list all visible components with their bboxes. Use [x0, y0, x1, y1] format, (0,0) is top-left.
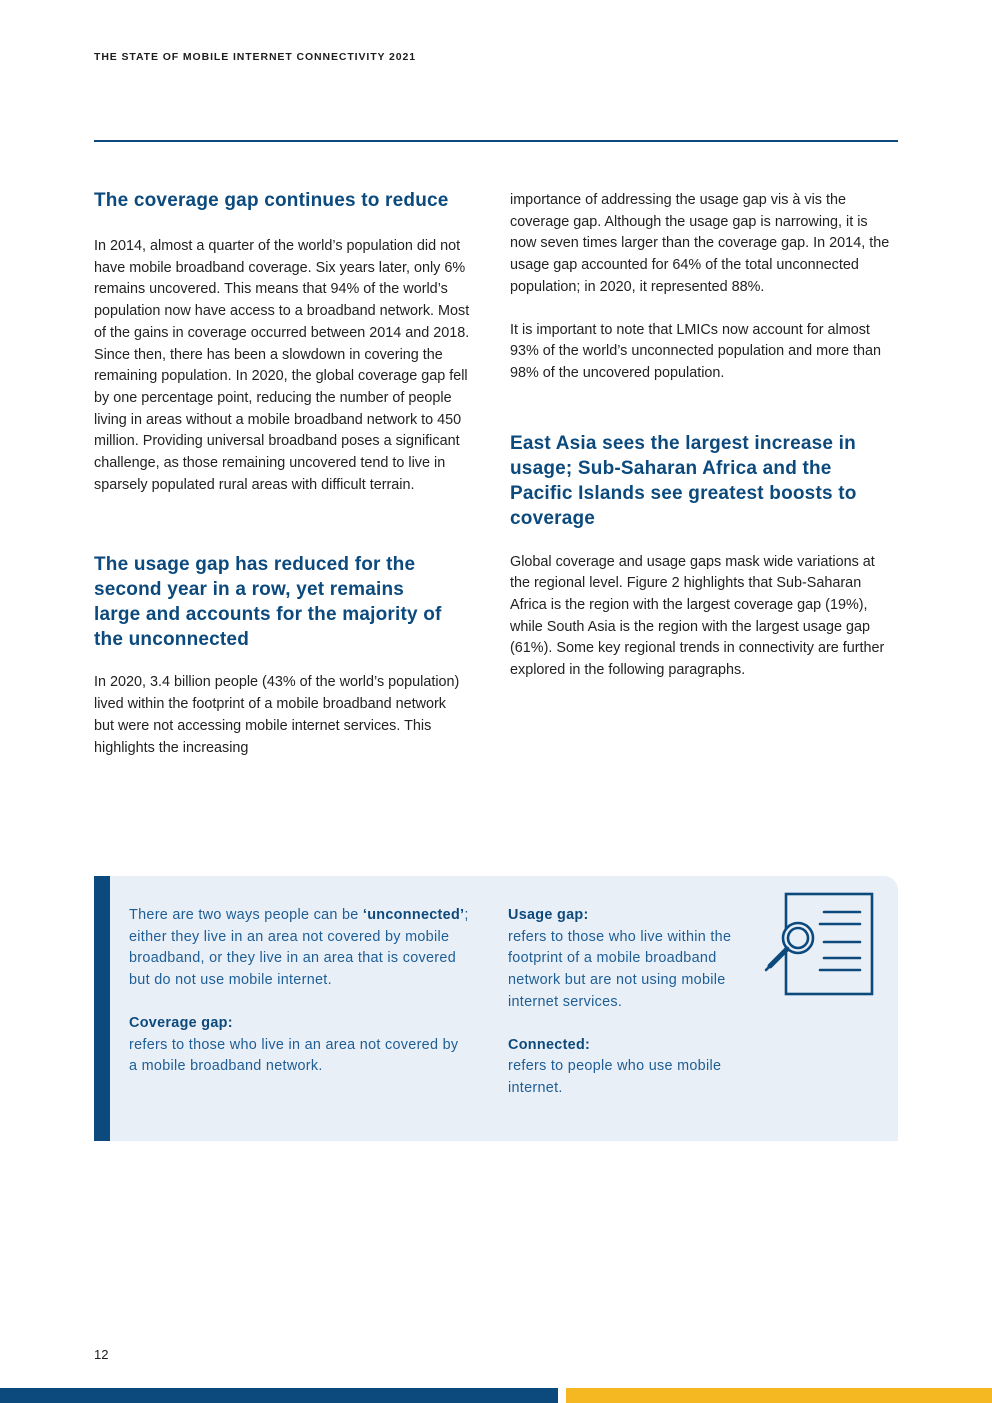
definitions-callout — [94, 876, 898, 1141]
coverage-gap-definition — [129, 1013, 469, 1078]
usage-gap-heading: The usage gap has reduced for the second year in a row, yet remains large and accounts for the majority of the unconnected — [94, 554, 442, 651]
running-header: THE STATE OF MOBILE INTERNET CONNECTIVITY 2021 — [94, 51, 417, 63]
usage-gap-term: Usage gap: — [508, 907, 589, 923]
callout-right-column — [508, 905, 748, 1121]
footer-bar-blue — [0, 1388, 558, 1403]
page-number: 12 — [94, 1347, 109, 1362]
coverage-gap-heading: The coverage gap continues to reduce — [94, 190, 449, 211]
connected-definition — [508, 1035, 748, 1100]
usage-gap-paragraph-part1: In 2020, 3.4 billion people (43% of the world’s population) lived within the footprint of a mobile broadband network but were not accessing mobile internet services. This highlights the increasing — [94, 674, 460, 756]
coverage-gap-def: refers to those who live in an area not covered by a mobile broadband network. — [129, 1036, 459, 1075]
east-asia-heading: East Asia sees the largest increase in usage; Sub-Saharan Africa and the Pacific Islands see greatest boosts to coverage — [510, 432, 857, 529]
footer-bar-yellow — [566, 1388, 992, 1403]
document-search-icon — [760, 892, 876, 1000]
coverage-gap-paragraph: In 2014, almost a quarter of the world’s population did not have mobile broadband coverage. Six years later, only 6% remains uncovered. This means that 94% of the world’s population now have access to a broadband network. Most of the gains in coverage occurred between 2014 and 2018. Since then, there has been a slowdown in covering the remaining population. In 2020, the global coverage gap fell by one percentage point, reducing the number of people living in areas without a mobile broadband network to 450 million. Providing universal broadband poses a significant challenge, as those remaining uncovered tend to live in sparsely populated rural areas with difficult terrain. — [94, 238, 470, 493]
usage-gap-paragraph-part2: importance of addressing the usage gap vis à vis the coverage gap. Although the usage gap is narrowing, it is now seven times larger than the coverage gap. In 2014, the usage gap accounted for 64% of the total unconnected population; in 2020, it represented 88%. — [510, 192, 890, 295]
usage-gap-definition — [508, 905, 748, 1014]
connected-def: refers to people who use mobile internet. — [508, 1058, 722, 1096]
east-asia-paragraph: Global coverage and usage gaps mask wide variations at the regional level. Figure 2 highlights that Sub-Saharan Africa is the region with the largest coverage gap (19%), while South Asia is the region with the largest usage gap (61%). Some key regional trends in connectivity are further explored in the following paragraphs. — [510, 553, 885, 679]
coverage-gap-term: Coverage gap: — [129, 1014, 233, 1031]
lmic-paragraph: It is important to note that LMICs now account for almost 93% of the world’s unconnected population and more than 98% of the uncovered population. — [510, 321, 881, 381]
callout-left-column — [129, 905, 469, 1099]
unconnected-intro: There are two ways people can be ‘unconnected’; either they live in an area not covered by mobile broadband, or they live in an area that is covered but do not use mobile internet. — [129, 907, 469, 989]
unconnected-term: ‘unconnected’ — [362, 907, 465, 923]
header-rule — [94, 140, 898, 142]
callout-accent-bar — [94, 876, 110, 1141]
connected-term: Connected: — [508, 1036, 591, 1053]
left-column — [94, 188, 479, 759]
usage-gap-def: refers to those who live within the footprint of a mobile broadband network but are not using mobile internet services. — [508, 928, 732, 1010]
right-column — [510, 190, 895, 682]
